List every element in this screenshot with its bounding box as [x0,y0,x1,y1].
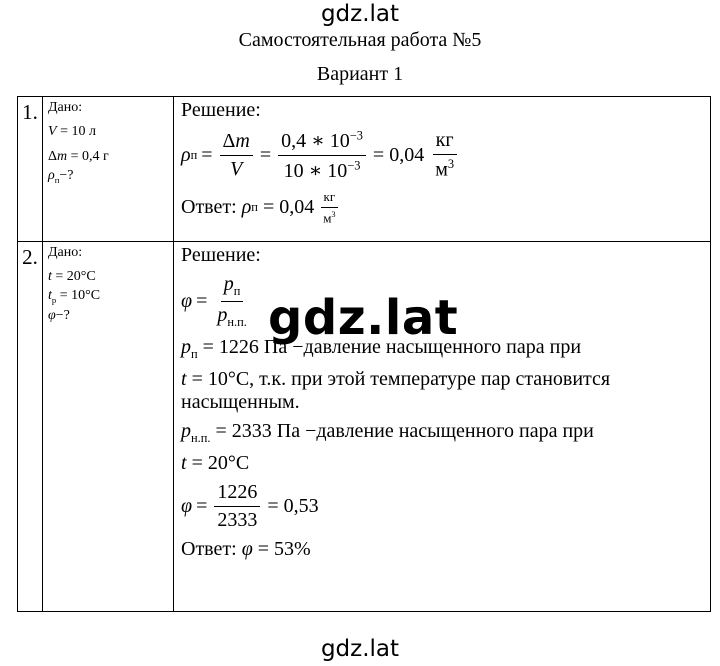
solution-table [17,96,711,612]
fraction-pp-pnp: $\frac{p_п}{p_{н.п.}}$ [217,273,247,329]
temperature-line-2: t = 20°C [181,452,250,474]
problem-number: 1. [18,97,43,242]
temperature-line-1-cont: насыщенным. [181,391,300,413]
watermark-middle: gdz.lat [268,290,459,346]
given-label: Дано: [48,245,83,260]
solution-label: Решение: [181,244,261,266]
given-unknown-density: $\rho_п-$? [48,168,74,185]
given-unknown-humidity: φ−? [48,307,70,323]
problem-number: 2. [18,242,43,612]
given-volume: V = 10 л [48,124,96,139]
fraction-values: $\frac{0,4 ∗ 10^{-3}}{10 ∗ 10^{-3}}$ [278,128,366,183]
watermark-bottom: gdz.lat [320,636,400,662]
temperature-line-1: t = 10°C, т.к. при этой температуре пар становится [181,368,611,390]
unit-fraction: $\frac{кг}{м^3}$ [432,129,457,182]
pressure-line-1: $p_п = 1226$ Па −давление насыщенного пара при [181,336,582,361]
given-label: Дано: [48,100,83,115]
humidity-formula: φ = $\frac{p_п}{p_{н.п.}}$ [181,273,710,330]
solution-label: Решение: [181,99,261,121]
humidity-calculation: φ = $\frac{1226}{2333}$ = 0,53 [181,481,319,531]
pressure-line-2: $p_{н.п.} = 2333$ Па −давление насыщенного пара при [181,420,594,445]
given-cell [43,242,174,612]
given-temperature: t = 20°C [48,269,96,284]
fraction-dm-v: $\frac{\Delta m}{V}$ [220,130,253,181]
given-cell [43,97,174,242]
answer-line: Ответ: φ = 53% [181,538,311,560]
fraction-values: $\frac{1226}{2333}$ [214,481,260,532]
given-dew-temperature: $t_р = 10^\circ C$ [48,288,101,305]
density-formula: ρ п = $\frac{\Delta m}{V}$ = $\frac{0,4 ∗ 10^{-3}}{10 ∗ 10^{-3}}$ = 0,04 $\frac{кг}{м^3}$ [181,128,710,183]
variant-title: Вариант 1 [316,63,404,85]
answer-line: Ответ: ρ п = 0,04 $\frac{кг}{м^3}$ [181,189,710,226]
given-mass-change: Δm = 0,4 г [48,149,109,164]
answer-unit-fraction: $\frac{кг}{м^3}$ [320,189,338,226]
solution-cell [174,97,711,242]
problem-row-1 [18,97,711,242]
document-title: Самостоятельная работа №5 [238,29,482,51]
watermark-top: gdz.lat [320,1,400,27]
